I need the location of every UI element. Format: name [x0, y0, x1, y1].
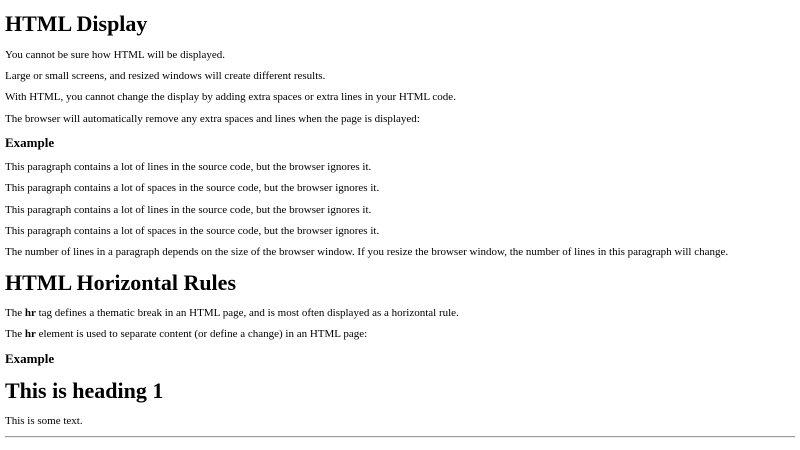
paragraph: You cannot be sure how HTML will be displayed. — [5, 49, 225, 61]
example-text: This is some text. — [5, 415, 83, 427]
example-paragraph: This paragraph contains a lot of lines in the source code, but the browser ignores it. — [5, 161, 372, 173]
paragraph: Large or small screens, and resized windows will create different results. — [5, 70, 326, 82]
paragraph-text: tag defines a thematic break in an HTML page, and is most often displayed as a horizontal rule. — [35, 307, 459, 319]
example-paragraph: This paragraph contains a lot of lines in the source code, but the browser ignores it. — [5, 204, 372, 216]
example-heading-1: This is heading 1 — [5, 378, 164, 403]
example-heading: Example — [5, 135, 55, 150]
example-paragraph: The number of lines in a paragraph depends on the size of the browser window. If you resize the browser window, the number of lines in this paragraph will change. — [5, 246, 729, 258]
example-heading: Example — [5, 351, 55, 366]
page-title: HTML Display — [5, 11, 148, 36]
paragraph-text: element is used to separate content (or define a change) in an HTML page: — [35, 328, 368, 340]
horizontal-rule — [5, 436, 795, 438]
example-paragraph: This paragraph contains a lot of spaces in the source code, but the browser ignores it. — [5, 182, 380, 194]
hr-usage-paragraph — [5, 327, 367, 341]
paragraph-text: The — [5, 307, 25, 319]
paragraph: The browser will automatically remove any extra spaces and lines when the page is displayed: — [5, 113, 420, 125]
section-title: HTML Horizontal Rules — [5, 270, 236, 295]
example-paragraph: This paragraph contains a lot of spaces in the source code, but the browser ignores it. — [5, 225, 380, 237]
hr-tag-keyword: hr — [24, 328, 36, 340]
hr-description-paragraph — [5, 306, 459, 320]
paragraph: With HTML, you cannot change the display by adding extra spaces or extra lines in your HTML code. — [5, 91, 456, 103]
paragraph-text: The — [5, 328, 25, 340]
hr-tag-keyword: hr — [24, 307, 36, 319]
